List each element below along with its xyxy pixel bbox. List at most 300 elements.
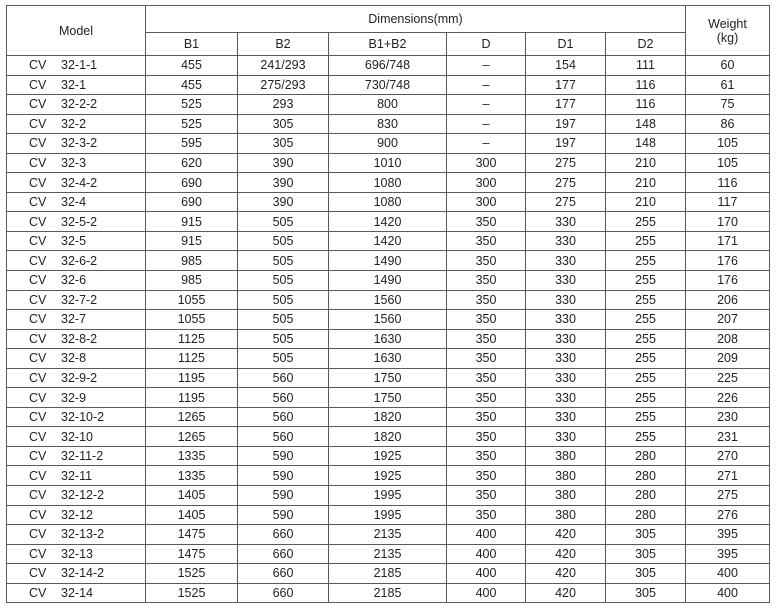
- b1-cell: 1335: [146, 446, 238, 466]
- model-code: 32-6: [61, 273, 87, 288]
- table-row: [7, 564, 770, 584]
- model-header: Model: [7, 6, 146, 56]
- d1-cell: 330: [526, 388, 606, 408]
- weight-cell: 105: [686, 134, 770, 154]
- d2-cell: 255: [606, 349, 686, 369]
- b1-cell: 1405: [146, 486, 238, 506]
- d2-cell: 305: [606, 544, 686, 564]
- b1-cell: 455: [146, 75, 238, 95]
- weight-cell: 176: [686, 271, 770, 291]
- d1-cell: 330: [526, 407, 606, 427]
- model-prefix: CV: [29, 312, 47, 327]
- d1-cell: 330: [526, 329, 606, 349]
- model-cell: [7, 231, 146, 251]
- b2-cell: 560: [238, 427, 329, 447]
- d2-cell: 255: [606, 329, 686, 349]
- model-code: 32-14: [61, 586, 93, 601]
- model-cell: [7, 56, 146, 76]
- d1-cell: 330: [526, 427, 606, 447]
- d-cell: 350: [447, 466, 526, 486]
- table-row: [7, 407, 770, 427]
- dimensions-table: [6, 5, 770, 603]
- b1-cell: 1475: [146, 544, 238, 564]
- model-prefix: CV: [29, 273, 47, 288]
- model-prefix: CV: [29, 253, 47, 268]
- b1-plus-b2-cell: 1420: [329, 231, 447, 251]
- d2-cell: 305: [606, 564, 686, 584]
- d2-cell: 255: [606, 231, 686, 251]
- weight-cell: 75: [686, 95, 770, 115]
- weight-cell: 225: [686, 368, 770, 388]
- table-row: [7, 56, 770, 76]
- table-row: [7, 310, 770, 330]
- model-prefix: CV: [29, 371, 47, 386]
- model-prefix: CV: [29, 410, 47, 425]
- b2-cell: 505: [238, 231, 329, 251]
- table-row: [7, 583, 770, 603]
- model-cell: [7, 75, 146, 95]
- b1-cell: 1405: [146, 505, 238, 525]
- b1-plus-b2-cell: 1010: [329, 153, 447, 173]
- model-code: 32-6-2: [61, 253, 98, 268]
- b2-cell: 390: [238, 153, 329, 173]
- model-prefix: CV: [29, 214, 47, 229]
- d2-cell: 280: [606, 486, 686, 506]
- table-row: [7, 192, 770, 212]
- d-cell: –: [447, 134, 526, 154]
- model-prefix: CV: [29, 390, 47, 405]
- d2-cell: 255: [606, 212, 686, 232]
- model-prefix: CV: [29, 234, 47, 249]
- b1-cell: 985: [146, 251, 238, 271]
- d2-cell: 255: [606, 290, 686, 310]
- weight-cell: 209: [686, 349, 770, 369]
- model-prefix: CV: [29, 586, 47, 601]
- b2-cell: 505: [238, 329, 329, 349]
- table-header: [7, 6, 770, 56]
- model-cell: [7, 564, 146, 584]
- model-code: 32-8-2: [61, 331, 98, 346]
- weight-cell: 207: [686, 310, 770, 330]
- b2-cell: 390: [238, 192, 329, 212]
- model-prefix: CV: [29, 527, 47, 542]
- b2-cell: 660: [238, 544, 329, 564]
- b2-cell: 660: [238, 564, 329, 584]
- model-code: 32-4-2: [61, 175, 98, 190]
- table-row: [7, 271, 770, 291]
- d1-cell: 380: [526, 446, 606, 466]
- weight-header-unit: (kg): [716, 30, 739, 45]
- weight-cell: 400: [686, 564, 770, 584]
- weight-cell: 275: [686, 486, 770, 506]
- b1-plus-b2-cell: 2135: [329, 525, 447, 545]
- d2-cell: 280: [606, 466, 686, 486]
- table-row: [7, 544, 770, 564]
- b1-cell: 1525: [146, 564, 238, 584]
- b1-cell: 985: [146, 271, 238, 291]
- d1-cell: 420: [526, 583, 606, 603]
- b1-cell: 1265: [146, 407, 238, 427]
- model-prefix: CV: [29, 58, 47, 73]
- b2-cell: 590: [238, 446, 329, 466]
- table-row: [7, 329, 770, 349]
- table-row: [7, 427, 770, 447]
- b2-cell: 305: [238, 114, 329, 134]
- table-row: [7, 212, 770, 232]
- b1-cell: 1055: [146, 290, 238, 310]
- d-cell: 350: [447, 231, 526, 251]
- d1-cell: 330: [526, 271, 606, 291]
- weight-cell: 276: [686, 505, 770, 525]
- d1-cell: 330: [526, 212, 606, 232]
- model-cell: [7, 271, 146, 291]
- b1-plus-b2-header: B1+B2: [329, 33, 447, 56]
- b1-cell: 1195: [146, 368, 238, 388]
- model-prefix: CV: [29, 195, 47, 210]
- b1-plus-b2-cell: 1420: [329, 212, 447, 232]
- d-cell: 350: [447, 446, 526, 466]
- b1-plus-b2-cell: 2185: [329, 564, 447, 584]
- model-cell: [7, 212, 146, 232]
- model-cell: [7, 173, 146, 193]
- d-cell: 350: [447, 505, 526, 525]
- d-cell: 400: [447, 583, 526, 603]
- b1-cell: 620: [146, 153, 238, 173]
- d1-cell: 177: [526, 75, 606, 95]
- model-prefix: CV: [29, 175, 47, 190]
- d-cell: 350: [447, 427, 526, 447]
- model-prefix: CV: [29, 156, 47, 170]
- model-code: 32-12: [61, 507, 93, 522]
- d-cell: 350: [447, 329, 526, 349]
- b2-cell: 590: [238, 505, 329, 525]
- model-prefix: CV: [29, 136, 47, 151]
- d1-cell: 330: [526, 310, 606, 330]
- d-cell: –: [447, 56, 526, 76]
- table-row: [7, 134, 770, 154]
- model-code: 32-2: [61, 116, 87, 131]
- b2-cell: 505: [238, 349, 329, 369]
- model-prefix: CV: [29, 488, 47, 503]
- model-code: 32-5-2: [61, 214, 98, 229]
- d2-cell: 255: [606, 368, 686, 388]
- d1-cell: 275: [526, 153, 606, 173]
- model-cell: [7, 290, 146, 310]
- weight-cell: 86: [686, 114, 770, 134]
- b1-plus-b2-cell: 1750: [329, 368, 447, 388]
- d-cell: 300: [447, 192, 526, 212]
- model-prefix: CV: [29, 507, 47, 522]
- weight-cell: 60: [686, 56, 770, 76]
- model-prefix: CV: [29, 429, 47, 444]
- b2-cell: 505: [238, 271, 329, 291]
- weight-cell: 271: [686, 466, 770, 486]
- table-row: [7, 251, 770, 271]
- model-cell: [7, 349, 146, 369]
- model-prefix: CV: [29, 97, 47, 112]
- table-row: [7, 153, 770, 173]
- d-header: D: [447, 33, 526, 56]
- weight-cell: 116: [686, 173, 770, 193]
- model-code: 32-4: [61, 195, 87, 210]
- weight-cell: 226: [686, 388, 770, 408]
- b2-cell: 660: [238, 525, 329, 545]
- b1-cell: 1125: [146, 349, 238, 369]
- model-prefix: CV: [29, 449, 47, 464]
- d-cell: 350: [447, 407, 526, 427]
- model-prefix: CV: [29, 116, 47, 131]
- d1-cell: 330: [526, 368, 606, 388]
- weight-header: [686, 6, 770, 56]
- b2-cell: 590: [238, 486, 329, 506]
- weight-cell: 270: [686, 446, 770, 466]
- d-cell: –: [447, 95, 526, 115]
- b1-plus-b2-cell: 830: [329, 114, 447, 134]
- d-cell: –: [447, 75, 526, 95]
- d1-cell: 330: [526, 251, 606, 271]
- weight-cell: 231: [686, 427, 770, 447]
- b1-cell: 525: [146, 114, 238, 134]
- weight-cell: 117: [686, 192, 770, 212]
- model-code: 32-3: [61, 156, 87, 170]
- table-row: [7, 173, 770, 193]
- model-code: 32-11-2: [61, 449, 104, 464]
- b1-cell: 1265: [146, 427, 238, 447]
- dimensions-header: Dimensions(mm): [146, 6, 686, 33]
- weight-cell: 400: [686, 583, 770, 603]
- d1-cell: 154: [526, 56, 606, 76]
- model-prefix: CV: [29, 292, 47, 307]
- model-cell: [7, 388, 146, 408]
- b1-plus-b2-cell: 2135: [329, 544, 447, 564]
- b2-cell: 590: [238, 466, 329, 486]
- d1-cell: 330: [526, 349, 606, 369]
- table-row: [7, 446, 770, 466]
- table-row: [7, 349, 770, 369]
- d-cell: 350: [447, 212, 526, 232]
- table-row: [7, 525, 770, 545]
- d2-cell: 255: [606, 427, 686, 447]
- model-cell: [7, 368, 146, 388]
- model-prefix: CV: [29, 77, 47, 92]
- model-code: 32-8: [61, 351, 87, 366]
- weight-cell: 206: [686, 290, 770, 310]
- b1-cell: 455: [146, 56, 238, 76]
- model-cell: [7, 583, 146, 603]
- model-cell: [7, 192, 146, 212]
- model-code: 32-12-2: [61, 488, 105, 503]
- b1-plus-b2-cell: 1560: [329, 310, 447, 330]
- table-row: [7, 114, 770, 134]
- d1-cell: 197: [526, 114, 606, 134]
- b1-cell: 1335: [146, 466, 238, 486]
- d2-cell: 116: [606, 75, 686, 95]
- model-cell: [7, 505, 146, 525]
- model-code: 32-13: [61, 546, 93, 561]
- model-cell: [7, 114, 146, 134]
- weight-cell: 395: [686, 525, 770, 545]
- model-code: 32-5: [61, 234, 87, 249]
- model-cell: [7, 134, 146, 154]
- weight-cell: 395: [686, 544, 770, 564]
- d-cell: 400: [447, 525, 526, 545]
- b2-cell: 560: [238, 388, 329, 408]
- b1-cell: 690: [146, 173, 238, 193]
- b2-cell: 293: [238, 95, 329, 115]
- b1-plus-b2-cell: 1995: [329, 486, 447, 506]
- b2-cell: 305: [238, 134, 329, 154]
- b1-plus-b2-cell: 1820: [329, 407, 447, 427]
- d-cell: 350: [447, 271, 526, 291]
- d-cell: 300: [447, 173, 526, 193]
- b2-cell: 560: [238, 368, 329, 388]
- model-code: 32-11: [61, 468, 93, 483]
- b1-plus-b2-cell: 730/748: [329, 75, 447, 95]
- d-cell: 400: [447, 544, 526, 564]
- b2-header: B2: [238, 33, 329, 56]
- table-row: [7, 95, 770, 115]
- table-row: [7, 388, 770, 408]
- d2-cell: 255: [606, 310, 686, 330]
- b1-cell: 1195: [146, 388, 238, 408]
- model-prefix: CV: [29, 331, 47, 346]
- model-code: 32-7: [61, 312, 87, 327]
- table-row: [7, 368, 770, 388]
- d-cell: 350: [447, 290, 526, 310]
- b1-header: B1: [146, 33, 238, 56]
- d1-cell: 275: [526, 173, 606, 193]
- b1-plus-b2-cell: 1925: [329, 466, 447, 486]
- model-cell: [7, 466, 146, 486]
- table-row: [7, 290, 770, 310]
- b1-cell: 1125: [146, 329, 238, 349]
- d1-cell: 420: [526, 544, 606, 564]
- d-cell: 350: [447, 349, 526, 369]
- model-cell: [7, 446, 146, 466]
- d2-cell: 148: [606, 134, 686, 154]
- table-row: [7, 505, 770, 525]
- d-cell: 300: [447, 153, 526, 173]
- d2-cell: 280: [606, 446, 686, 466]
- b1-plus-b2-cell: 1490: [329, 251, 447, 271]
- d2-cell: 305: [606, 583, 686, 603]
- b1-cell: 690: [146, 192, 238, 212]
- model-prefix: CV: [29, 566, 47, 581]
- b1-cell: 915: [146, 231, 238, 251]
- model-cell: [7, 544, 146, 564]
- table-row: [7, 466, 770, 486]
- d1-cell: 380: [526, 466, 606, 486]
- weight-cell: 170: [686, 212, 770, 232]
- weight-cell: 61: [686, 75, 770, 95]
- d2-cell: 210: [606, 153, 686, 173]
- b1-plus-b2-cell: 900: [329, 134, 447, 154]
- model-cell: [7, 407, 146, 427]
- d-cell: 400: [447, 564, 526, 584]
- d2-header: D2: [606, 33, 686, 56]
- model-code: 32-7-2: [61, 292, 98, 307]
- b1-cell: 1475: [146, 525, 238, 545]
- model-code: 32-9-2: [61, 371, 98, 386]
- b2-cell: 505: [238, 290, 329, 310]
- d1-cell: 380: [526, 486, 606, 506]
- model-cell: [7, 153, 146, 173]
- d1-cell: 420: [526, 564, 606, 584]
- model-cell: [7, 427, 146, 447]
- b2-cell: 560: [238, 407, 329, 427]
- d2-cell: 280: [606, 505, 686, 525]
- table-row: [7, 231, 770, 251]
- d-cell: 350: [447, 486, 526, 506]
- b1-cell: 1055: [146, 310, 238, 330]
- model-cell: [7, 486, 146, 506]
- weight-cell: 171: [686, 231, 770, 251]
- table-row: [7, 75, 770, 95]
- d2-cell: 116: [606, 95, 686, 115]
- weight-cell: 230: [686, 407, 770, 427]
- b1-plus-b2-cell: 1630: [329, 329, 447, 349]
- weight-cell: 105: [686, 153, 770, 173]
- b1-plus-b2-cell: 1630: [329, 349, 447, 369]
- d1-cell: 380: [526, 505, 606, 525]
- d1-cell: 330: [526, 231, 606, 251]
- model-code: 32-3-2: [61, 136, 98, 151]
- d2-cell: 148: [606, 114, 686, 134]
- d2-cell: 255: [606, 271, 686, 291]
- b1-plus-b2-cell: 1925: [329, 446, 447, 466]
- b2-cell: 505: [238, 251, 329, 271]
- d-cell: –: [447, 114, 526, 134]
- d2-cell: 305: [606, 525, 686, 545]
- b1-plus-b2-cell: 2185: [329, 583, 447, 603]
- b1-plus-b2-cell: 800: [329, 95, 447, 115]
- d-cell: 350: [447, 368, 526, 388]
- d1-cell: 420: [526, 525, 606, 545]
- model-code: 32-10-2: [61, 410, 105, 425]
- d1-cell: 275: [526, 192, 606, 212]
- b2-cell: 505: [238, 310, 329, 330]
- d1-cell: 197: [526, 134, 606, 154]
- model-code: 32-14-2: [61, 566, 105, 581]
- header-row-top: [7, 6, 770, 33]
- model-cell: [7, 329, 146, 349]
- b1-plus-b2-cell: 1750: [329, 388, 447, 408]
- b2-cell: 390: [238, 173, 329, 193]
- b1-cell: 595: [146, 134, 238, 154]
- d2-cell: 255: [606, 388, 686, 408]
- model-cell: [7, 95, 146, 115]
- b1-plus-b2-cell: 1490: [329, 271, 447, 291]
- table-row: [7, 486, 770, 506]
- d1-cell: 177: [526, 95, 606, 115]
- model-cell: [7, 310, 146, 330]
- weight-header-label: Weight: [708, 16, 747, 31]
- model-code: 32-10: [61, 429, 93, 444]
- b2-cell: 660: [238, 583, 329, 603]
- model-prefix: CV: [29, 546, 47, 561]
- b1-plus-b2-cell: 696/748: [329, 56, 447, 76]
- b2-cell: 241/293: [238, 56, 329, 76]
- b2-cell: 505: [238, 212, 329, 232]
- weight-cell: 176: [686, 251, 770, 271]
- b1-plus-b2-cell: 1080: [329, 192, 447, 212]
- weight-cell: 208: [686, 329, 770, 349]
- model-prefix: CV: [29, 468, 47, 483]
- d2-cell: 210: [606, 192, 686, 212]
- d-cell: 350: [447, 251, 526, 271]
- d1-header: D1: [526, 33, 606, 56]
- table-body: [7, 56, 770, 603]
